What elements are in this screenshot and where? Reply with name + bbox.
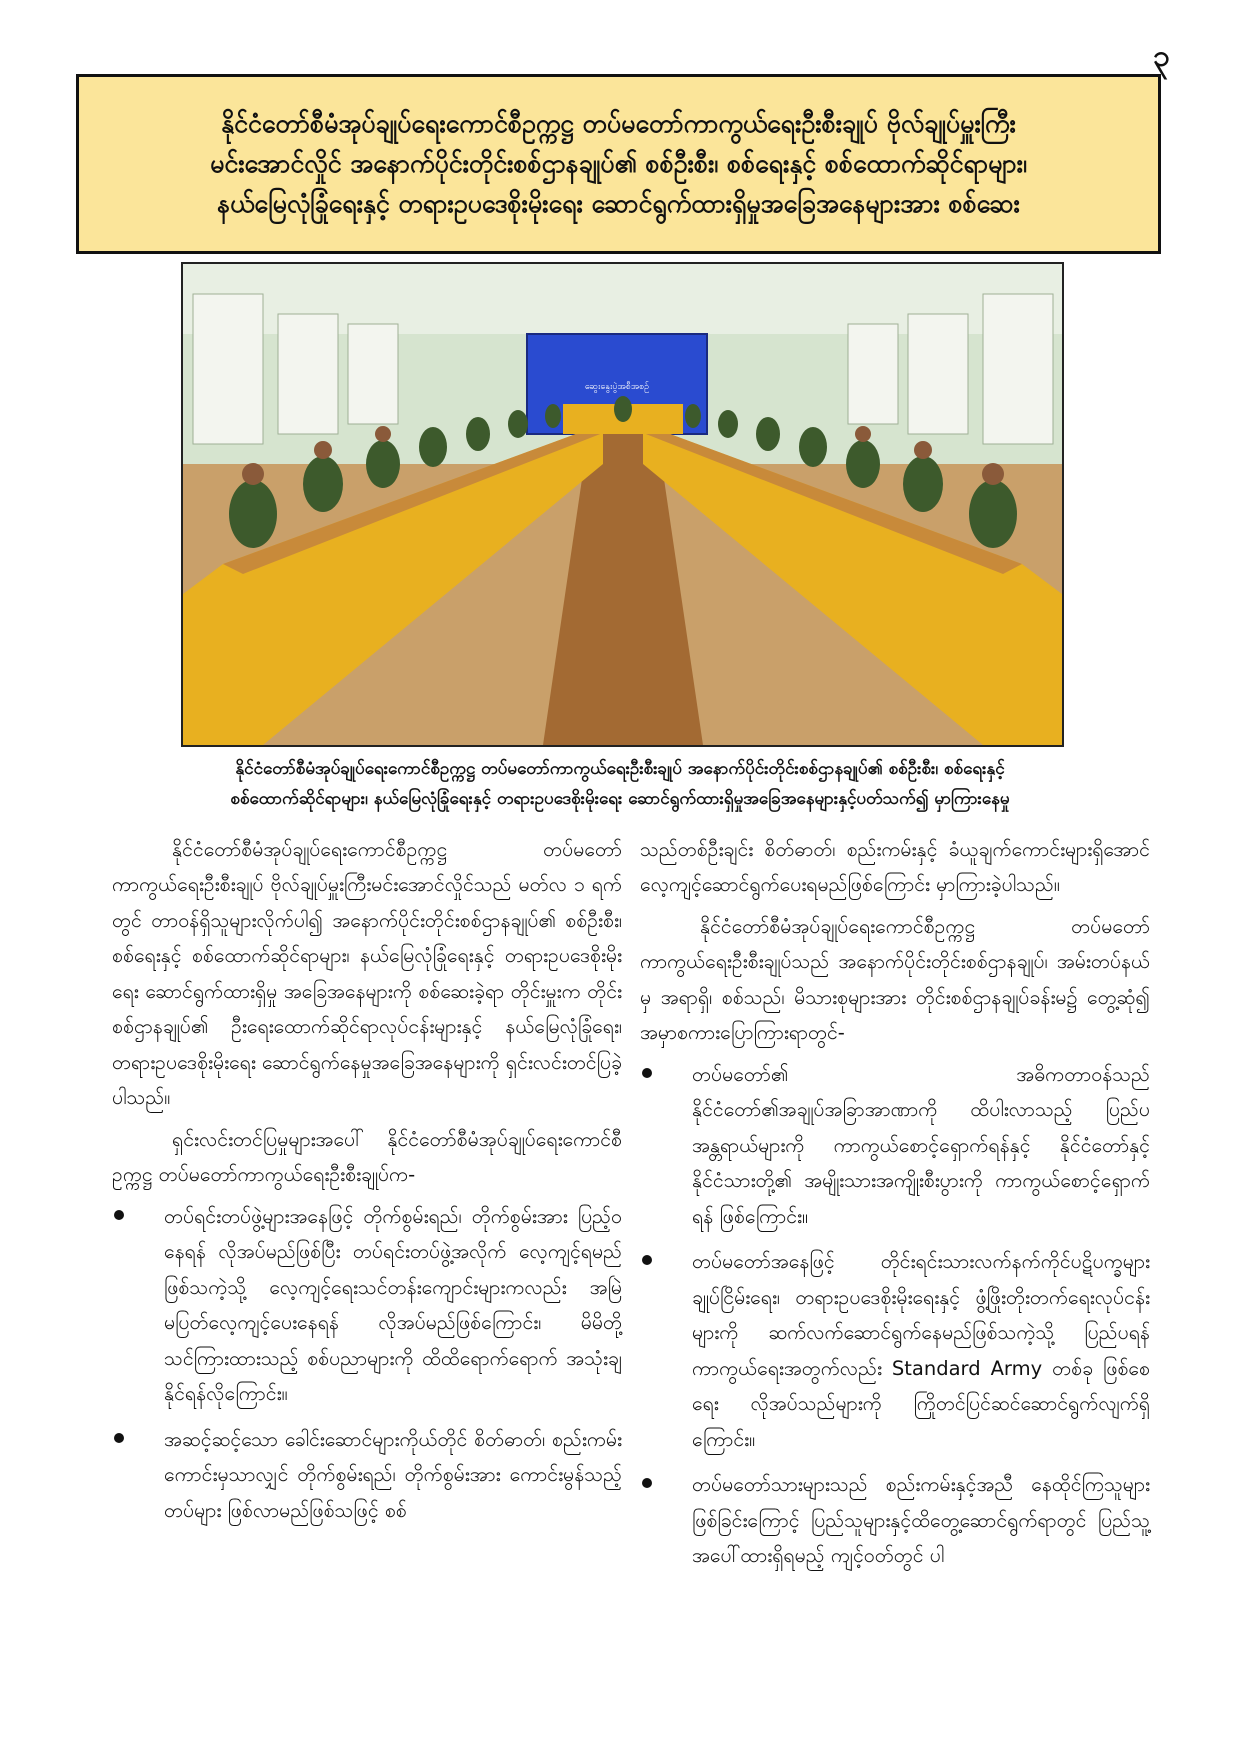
right-paragraph-1: သည်တစ်ဦးချင်း စိတ်ဓာတ်၊ စည်းကမ်းနှင့် ခံယူချက်ကောင်းများရှိအောင် လေ့ကျင့်ဆောင်ရွက်ပေးရမည်ဖြစ်ကြောင်း မှာကြားခဲ့ပါသည်။ bbox=[640, 838, 1150, 897]
list-item bbox=[640, 1057, 1150, 1234]
headline-box bbox=[76, 74, 1161, 254]
meeting-photo bbox=[181, 262, 1064, 747]
meeting-photo-illustration bbox=[183, 264, 1062, 745]
bullet-dot-icon bbox=[642, 1068, 652, 1078]
right-column bbox=[640, 832, 1150, 1584]
caption-line-1: နိုင်ငံတော်စီမံအုပ်ချုပ်ရေးကောင်စီဥက္ကဋ္ဌ တပ်မတော်ကာကွယ်ရေးဦးစီးချုပ် အနောက်ပိုင်းတိုင်းစစ်ဌာနချုပ်၏ စစ်ဦးစီး၊ စစ်ရေးနှင့် bbox=[235, 759, 1005, 779]
photo-caption bbox=[60, 755, 1180, 815]
screen-text: ဆွေးနွေးပွဲအစီအစဉ် bbox=[584, 382, 650, 392]
page-number: ၃ bbox=[1153, 39, 1170, 74]
list-item bbox=[112, 1422, 622, 1528]
bullet-text: တပ်မတော်၏ အဓိကတာဝန်သည် နိုင်ငံတော်၏အချုပ်အခြာအာဏာကို ထိပါးလာသည့် ပြည်ပအန္တရာယ်များကို ကာကွယ်စောင့်ရှောက်ရန်နှင့် နိုင်ငံတော်နှင့် နိုင်ငံသားတို့၏ အမျိုးသားအကျိုးစီးပွားကို ကာကွယ်စောင့်ရှောက်ရန် ဖြစ်ကြောင်း။ bbox=[692, 1062, 1150, 1228]
bullet-text: တပ်မတော်အနေဖြင့် တိုင်းရင်းသားလက်နက်ကိုင်ပဋိပက္ခများ ချုပ်ငြိမ်းရေး၊ တရားဥပဒေစိုးမိုးရေးနှင့် ဖွံ့ဖြိုးတိုးတက်ရေးလုပ်ငန်းများကို ဆက်လက်ဆောင်ရွက်နေမည်ဖြစ်သကဲ့သို့ ပြည်ပရန်ကာကွယ်ရေးအတွက်လည်း Standard Army တစ်ခု ဖြစ်စေရေး လိုအပ်သည်များကို ကြိုတင်ပြင်ဆင်ဆောင်ရွက်လျက်ရှိကြောင်း။ bbox=[692, 1250, 1150, 1451]
bullet-dot-icon bbox=[642, 1478, 652, 1488]
list-item bbox=[640, 1467, 1150, 1573]
left-paragraph-1: နိုင်ငံတော်စီမံအုပ်ချုပ်ရေးကောင်စီဥက္ကဋ္ဌ တပ်မတော်ကာကွယ်ရေးဦးစီးချုပ် ဗိုလ်ချုပ်မှူးကြီးမင်းအောင်လှိုင်သည် မတ်လ ၁ ရက်တွင် တာဝန်ရှိသူများလိုက်ပါ၍ အနောက်ပိုင်းတိုင်းစစ်ဌာနချုပ်၏ စစ်ဦးစီး၊ စစ်ရေးနှင့် စစ်ထောက်ဆိုင်ရာများ၊ နယ်မြေလုံခြုံရေးနှင့် တရားဥပဒေစိုးမိုးရေး ဆောင်ရွက်ထားရှိမှု အခြေအနေများကို စစ်ဆေးခဲ့ရာ တိုင်းမှူးက တိုင်းစစ်ဌာနချုပ်၏ ဦးရေးထောက်ဆိုင်ရာလုပ်ငန်းများနှင့် နယ်မြေလုံခြုံရေး၊ တရားဥပဒေစိုးမိုးရေး ဆောင်ရွက်နေမှုအခြေအနေများကို ရှင်းလင်းတင်ပြခဲ့ပါသည်။ bbox=[112, 838, 622, 1110]
headline-line-3: နယ်မြေလုံခြုံရေးနှင့် တရားဥပဒေစိုးမိုးရေး ဆောင်ရွက်ထားရှိမှုအခြေအနေများအား စစ်ဆေး bbox=[217, 189, 1020, 218]
list-item bbox=[640, 1244, 1150, 1457]
left-column bbox=[112, 832, 622, 1538]
bullet-dot-icon bbox=[114, 1433, 124, 1443]
right-paragraph-2: နိုင်ငံတော်စီမံအုပ်ချုပ်ရေးကောင်စီဥက္ကဋ္ဌ တပ်မတော်ကာကွယ်ရေးဦးစီးချုပ်သည် အနောက်ပိုင်းတိုင်းစစ်ဌာနချုပ်၊ အမ်းတပ်နယ်မှ အရာရှိ၊ စစ်သည်၊ မိသားစုများအား တိုင်းစစ်ဌာနချုပ်ခန်းမ၌ တွေ့ဆုံ၍ အမှာစကားပြောကြားရာတွင်- bbox=[640, 914, 1150, 1045]
right-bullet-list bbox=[640, 1057, 1150, 1574]
left-bullet-list bbox=[112, 1199, 622, 1528]
headline-line-2: မင်းအောင်လှိုင် အနောက်ပိုင်းတိုင်းစစ်ဌာနချုပ်၏ စစ်ဦးစီး၊ စစ်ရေးနှင့် စစ်ထောက်ဆိုင်ရာများ၊ bbox=[210, 149, 1027, 178]
caption-line-2: စစ်ထောက်ဆိုင်ရာများ၊ နယ်မြေလုံခြုံရေးနှင့် တရားဥပဒေစိုးမိုးရေး ဆောင်ရွက်ထားရှိမှုအခြေအနေများနှင့်ပတ်သက်၍ မှာကြားနေမှု bbox=[230, 788, 1010, 809]
left-paragraph-2: ရှင်းလင်းတင်ပြမှုများအပေါ် နိုင်ငံတော်စီမံအုပ်ချုပ်ရေးကောင်စီဥက္ကဋ္ဌ တပ်မတော်ကာကွယ်ရေးဦးစီးချုပ်က- bbox=[112, 1127, 622, 1187]
bullet-text: တပ်မတော်သားများသည် စည်းကမ်းနှင့်အညီ နေထိုင်ကြသူများဖြစ်ခြင်းကြောင့် ပြည်သူများနှင့်ထိတွေ့ဆောင်ရွက်ရာတွင် ပြည်သူ့အပေါ်ထားရှိရမည့် ကျင့်ဝတ်တွင် ပါ bbox=[692, 1473, 1150, 1568]
list-item bbox=[112, 1199, 622, 1412]
bullet-text: အဆင့်ဆင့်သော ခေါင်းဆောင်များကိုယ်တိုင် စိတ်ဓာတ်၊ စည်းကမ်းကောင်းမှသာလျှင် တိုက်စွမ်းရည်၊ တိုက်စွမ်းအား ကောင်းမွန်သည့်တပ်များ ဖြစ်လာမည်ဖြစ်သဖြင့် စစ် bbox=[164, 1427, 622, 1522]
headline-line-1: နိုင်ငံတော်စီမံအုပ်ချုပ်ရေးကောင်စီဥက္ကဋ္ဌ တပ်မတော်ကာကွယ်ရေးဦးစီးချုပ် ဗိုလ်ချုပ်မှူးကြီး bbox=[221, 109, 1016, 138]
bullet-text: တပ်ရင်းတပ်ဖွဲ့များအနေဖြင့် တိုက်စွမ်းရည်၊ တိုက်စွမ်းအား ပြည့်ဝနေရန် လိုအပ်မည်ဖြစ်ပြီး တပ်ရင်းတပ်ဖွဲ့အလိုက် လေ့ကျင့်ရမည်ဖြစ်သကဲ့သို့ လေ့ကျင့်ရေးသင်တန်းကျောင်းများကလည်း အမြဲမပြတ်လေ့ကျင့်ပေးနေရန် လိုအပ်မည်ဖြစ်ကြောင်း၊ မိမိတို့ သင်ကြားထားသည့် စစ်ပညာများကို ထိထိရောက်ရောက် အသုံးချနိုင်ရန်လိုကြောင်း။ bbox=[164, 1204, 622, 1406]
bullet-dot-icon bbox=[642, 1255, 652, 1265]
bullet-dot-icon bbox=[114, 1210, 124, 1220]
